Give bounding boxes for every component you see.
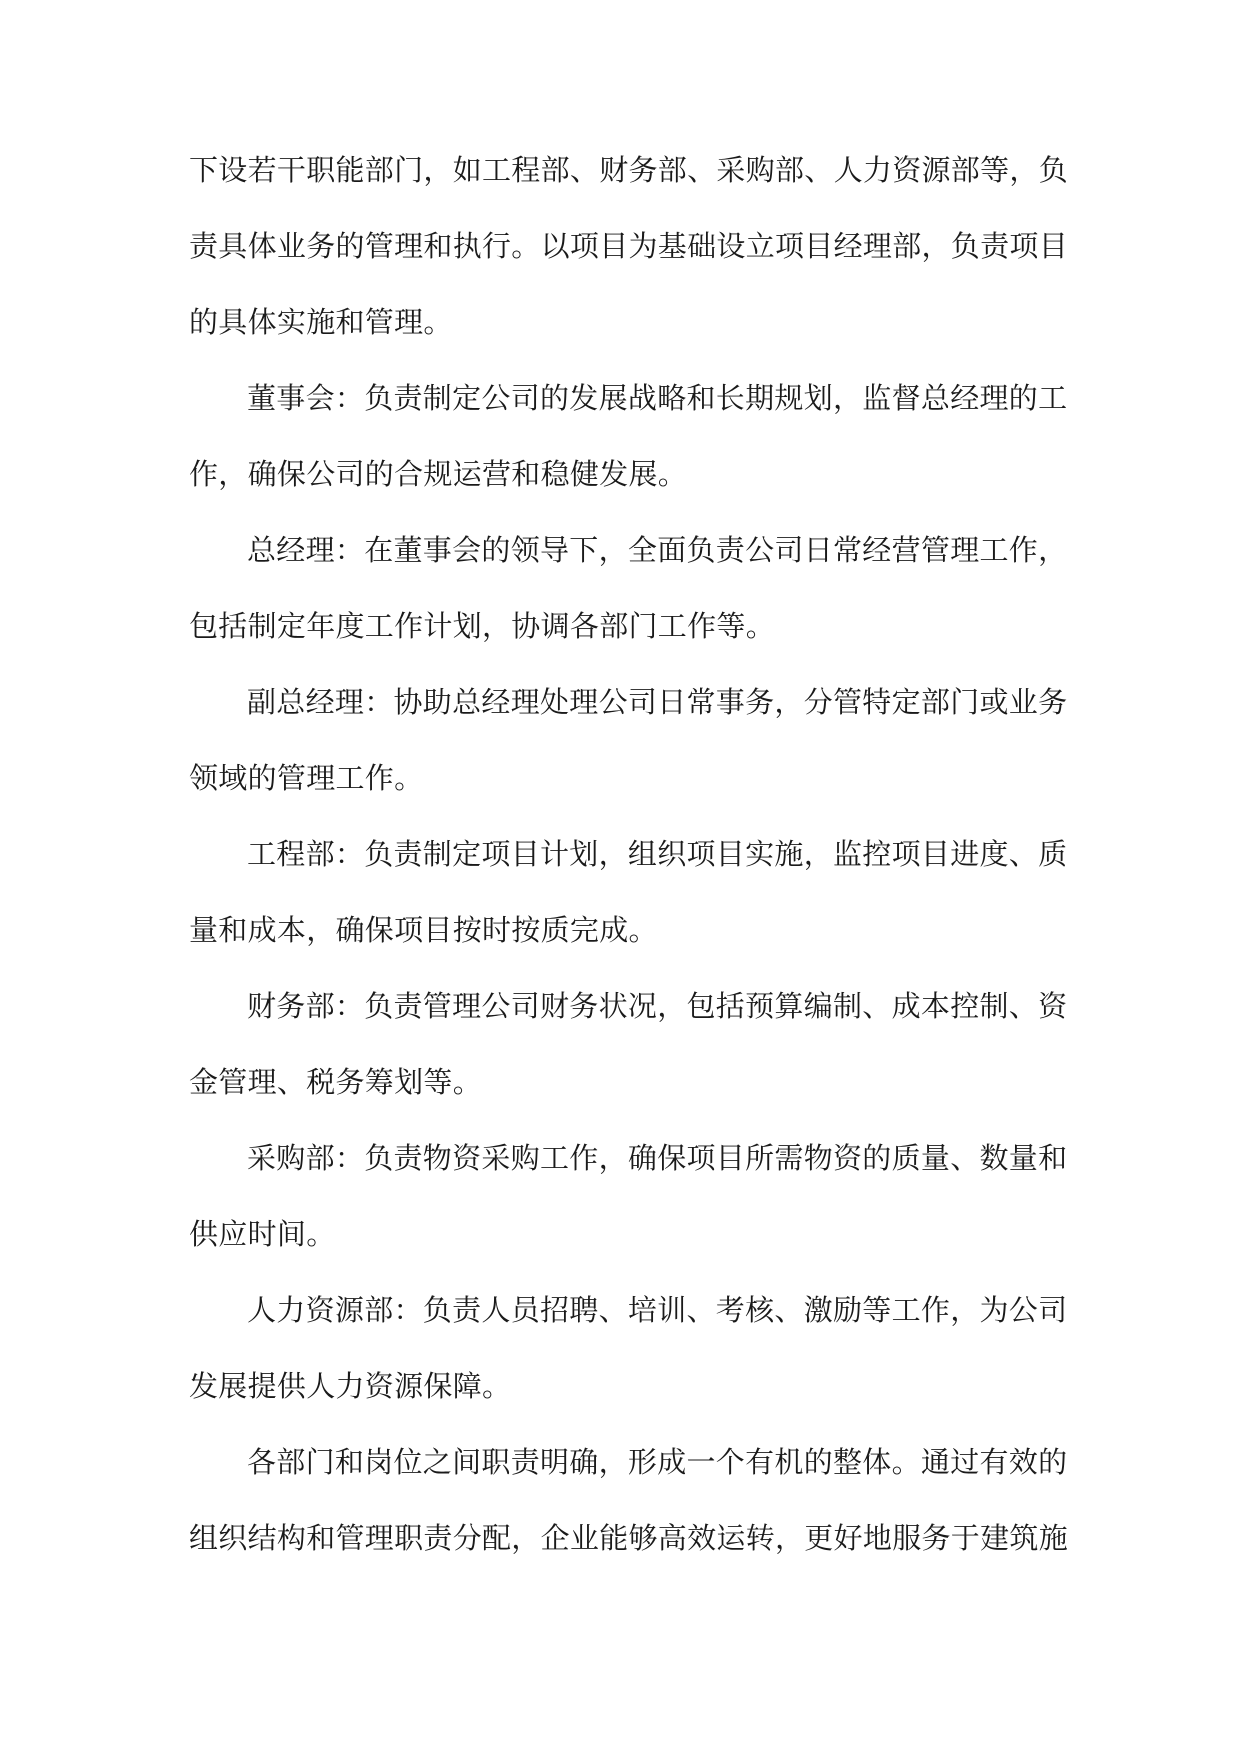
paragraph-line: 包括制定年度工作计划，协调各部门工作等。: [189, 609, 776, 643]
paragraph-line: 领域的管理工作。: [189, 761, 424, 795]
paragraph-line: 人力资源部：负责人员招聘、培训、考核、激励等工作，为公司: [247, 1293, 1068, 1327]
paragraph-line: 采购部：负责物资采购工作，确保项目所需物资的质量、数量和: [247, 1141, 1068, 1175]
paragraph-line: 量和成本，确保项目按时按质完成。: [189, 913, 658, 947]
paragraph-line: 工程部：负责制定项目计划，组织项目实施，监控项目进度、质: [247, 837, 1068, 871]
paragraph-line: 责具体业务的管理和执行。以项目为基础设立项目经理部，负责项目: [189, 229, 1069, 263]
paragraph-line: 董事会：负责制定公司的发展战略和长期规划，监督总经理的工: [247, 381, 1068, 415]
paragraph-line: 金管理、税务筹划等。: [189, 1065, 483, 1099]
paragraph-line: 副总经理：协助总经理处理公司日常事务，分管特定部门或业务: [247, 685, 1068, 719]
paragraph-line: 组织结构和管理职责分配，企业能够高效运转，更好地服务于建筑施: [189, 1521, 1069, 1555]
paragraph-line: 发展提供人力资源保障。: [189, 1369, 512, 1403]
paragraph-line: 下设若干职能部门，如工程部、财务部、采购部、人力资源部等，负: [189, 153, 1069, 187]
paragraph-line: 作，确保公司的合规运营和稳健发展。: [189, 457, 688, 491]
paragraph-line: 各部门和岗位之间职责明确，形成一个有机的整体。通过有效的: [247, 1445, 1068, 1479]
paragraph-line: 总经理：在董事会的领导下，全面负责公司日常经营管理工作，: [247, 533, 1068, 567]
paragraph-line: 财务部：负责管理公司财务状况，包括预算编制、成本控制、资: [247, 989, 1068, 1023]
paragraph-line: 的具体实施和管理。: [189, 305, 453, 339]
paragraph-line: 供应时间。: [189, 1217, 336, 1251]
